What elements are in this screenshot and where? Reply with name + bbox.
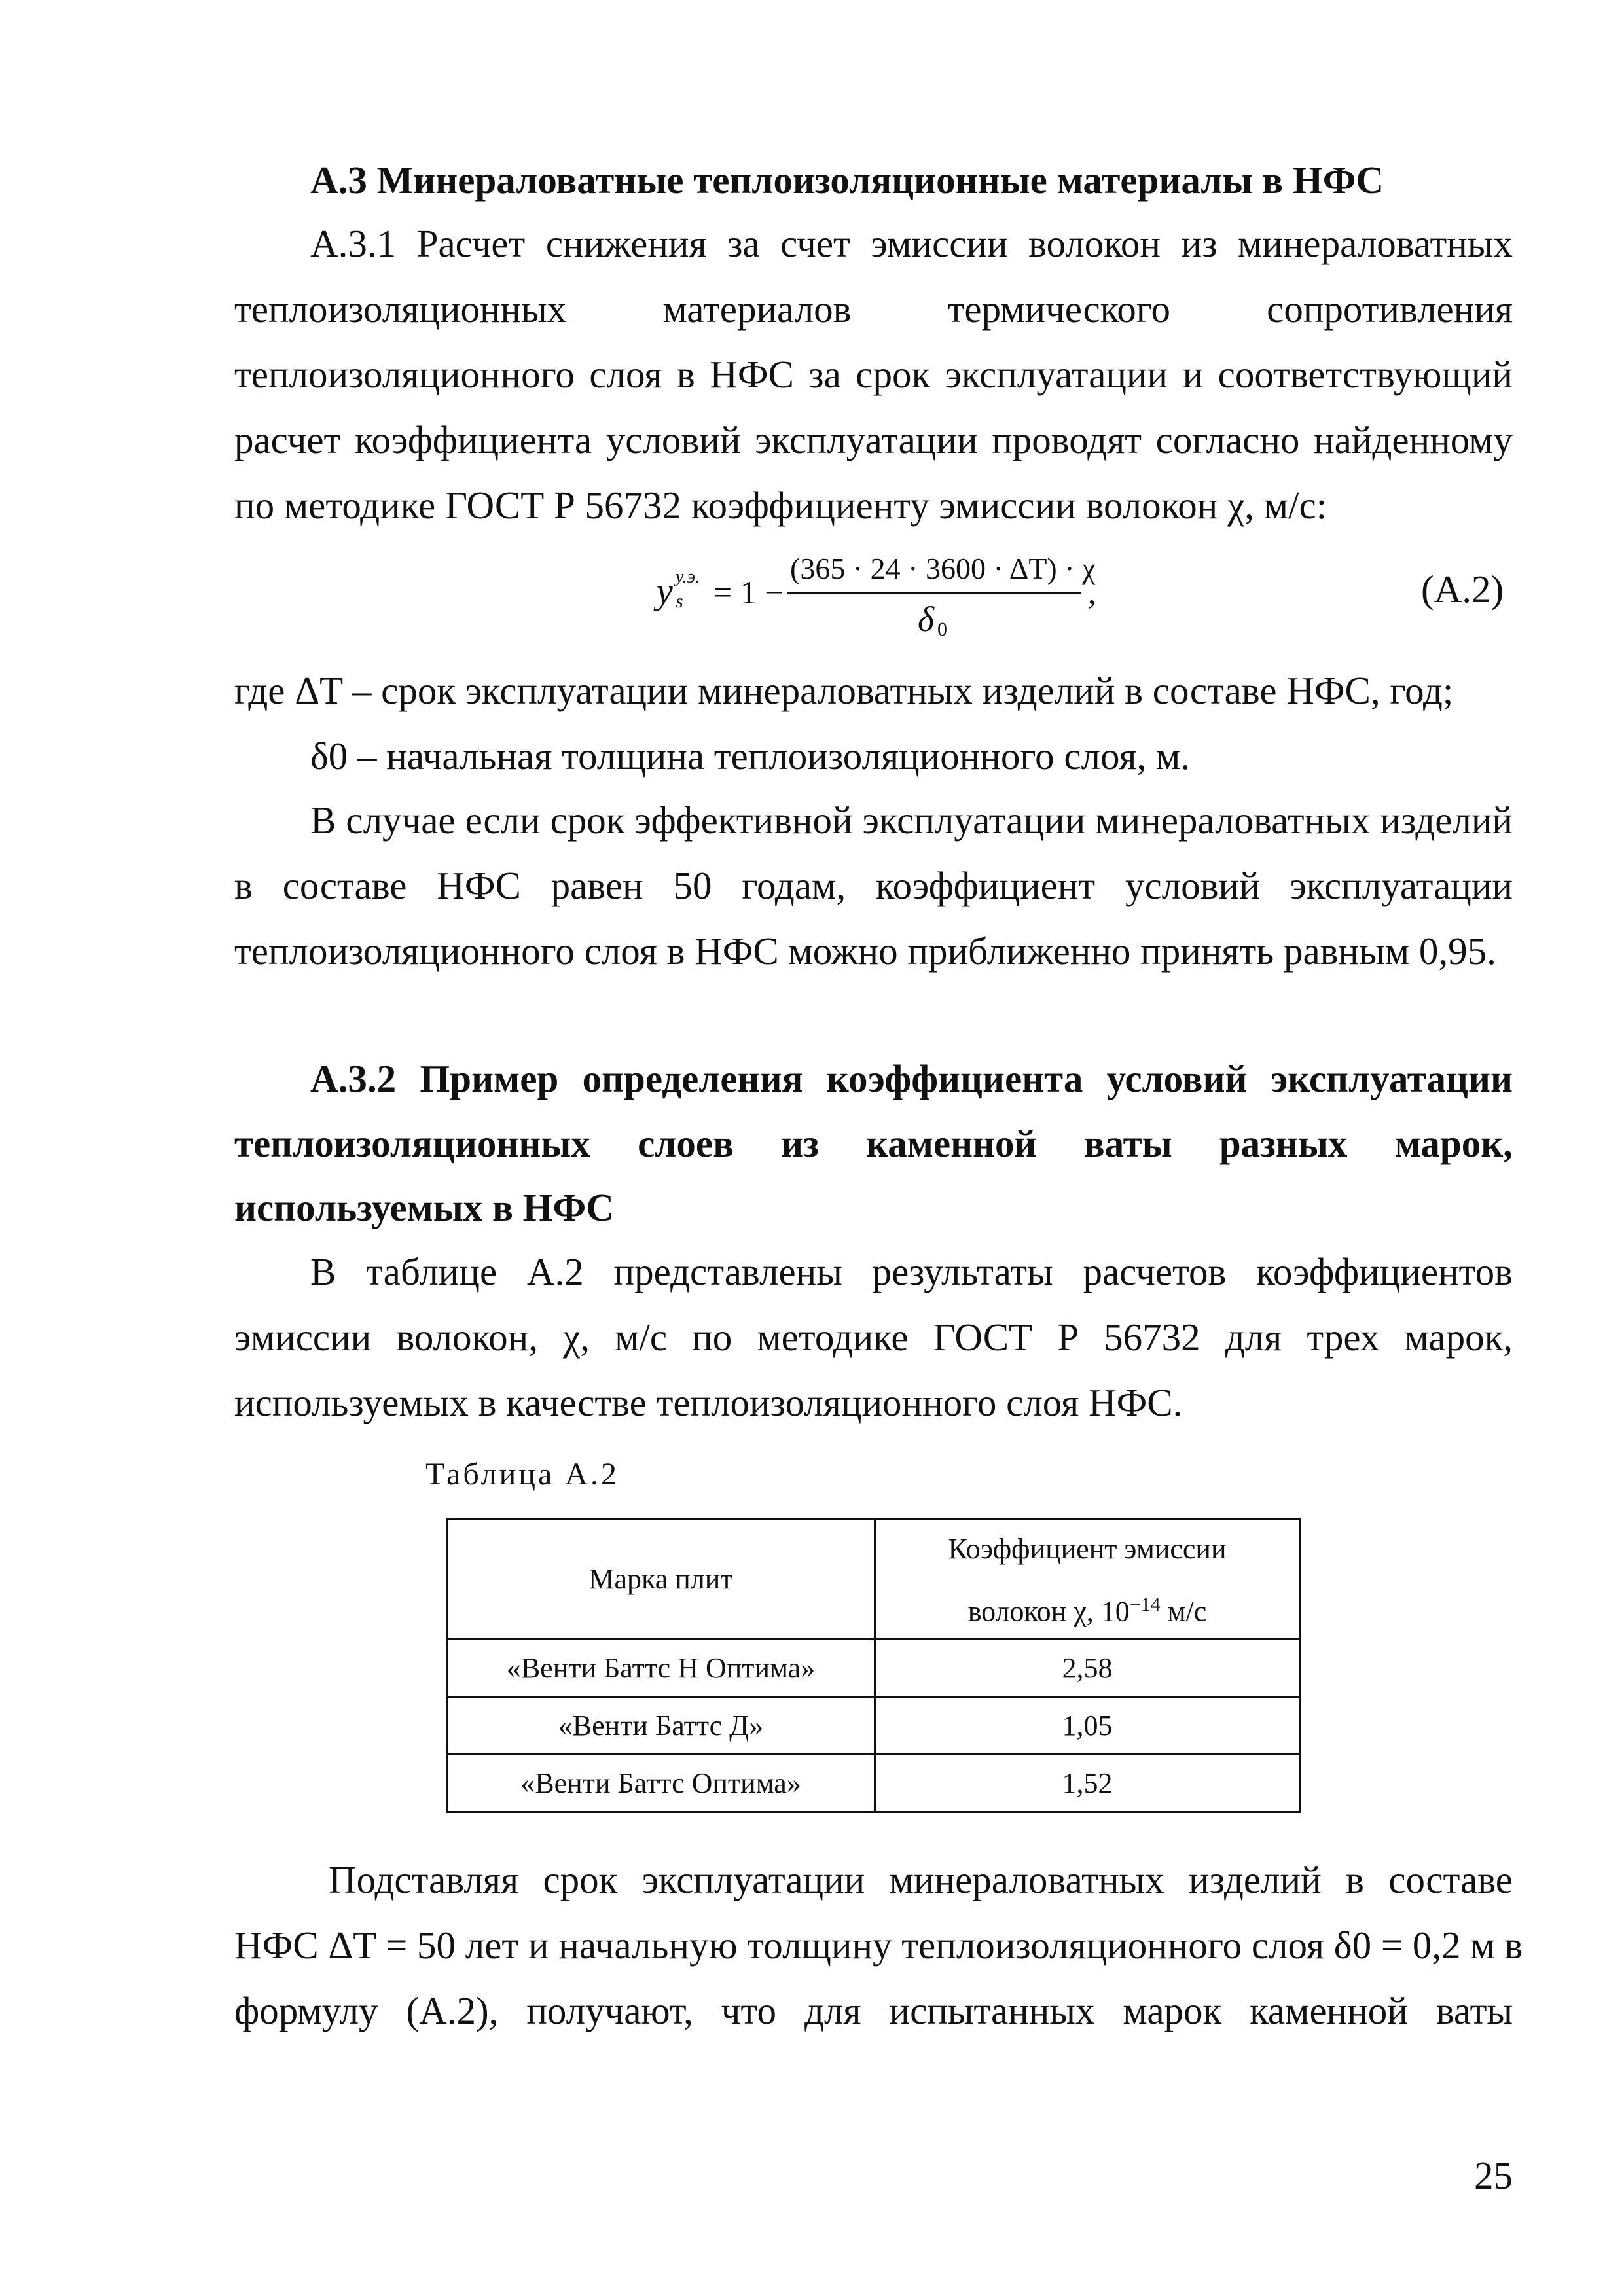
header-emission-label: волокон χ, 10 [967, 1595, 1130, 1628]
formula-lhs-sup: у.э. [676, 567, 700, 587]
formula-lhs-sub: s [676, 590, 683, 612]
where-delta-0: δ0 – начальная толщина теплоизоляционного слоя, м. [310, 734, 1191, 778]
text-line: используемых в качестве теплоизоляционного слоя НФС. [234, 1381, 1183, 1424]
table-a2 [446, 1518, 1301, 1813]
cell-value: 1,05 [875, 1696, 1300, 1754]
cell-value: 1,52 [875, 1754, 1300, 1812]
table-caption: Таблица А.2 [425, 1457, 619, 1492]
text-line: эмиссии волокон, χ, м/с по методике ГОСТ Р 56732 для трех марок, [234, 1316, 1513, 1359]
header-brand: Марка плит [447, 1519, 875, 1640]
where-delta-t: где ΔT – срок эксплуатации минераловатных изделий в составе НФС, год; [234, 669, 1454, 712]
cell-brand: «Венти Баттс Оптима» [447, 1754, 875, 1812]
formula-denominator-sub: 0 [937, 619, 947, 640]
text-line: теплоизоляционного слоя в НФС можно приближенно принять равным 0,95. [234, 929, 1496, 973]
text-line: формулу (А.2), получают, что для испытанных марок каменной ваты [234, 1989, 1513, 2032]
text-line: по методике ГОСТ Р 56732 коэффициенту эмиссии волокон χ, м/с: [234, 484, 1327, 527]
header-emission [875, 1519, 1300, 1640]
heading-line: теплоизоляционных слоев из каменной ваты разных марок, [234, 1122, 1513, 1165]
text-line: Подставляя срок эксплуатации минераловатных изделий в составе [329, 1858, 1513, 1901]
table-header-row [447, 1519, 1300, 1640]
header-emission-line2 [876, 1579, 1299, 1638]
page-number: 25 [1474, 2154, 1513, 2197]
formula-lhs-var: y [657, 571, 673, 612]
text-line: В случае если срок эффективной эксплуатации минераловатных изделий [310, 798, 1513, 842]
text-line: теплоизоляционных материалов термического сопротивления [234, 287, 1513, 331]
text-line: В таблице А.2 представлены результаты расчетов коэффициентов [310, 1250, 1513, 1293]
formula-number: (А.2) [1421, 567, 1504, 611]
formula-denominator: δ [918, 600, 935, 639]
cell-brand: «Венти Баттс Н Оптима» [447, 1639, 875, 1696]
cell-value: 2,58 [875, 1639, 1300, 1696]
table-row [447, 1754, 1300, 1812]
header-emission-exp: −14 [1129, 1594, 1161, 1615]
formula-numerator: (365 · 24 · 3600 · ΔT) · χ [790, 552, 1096, 585]
heading-line: используемых в НФС [234, 1186, 614, 1229]
text-line: НФС ΔT = 50 лет и начальную толщину теплоизоляционного слоя δ0 = 0,2 м в [234, 1924, 1523, 1967]
table-row [447, 1696, 1300, 1754]
section-heading-a3: А.3 Минераловатные теплоизоляционные материалы в НФС [310, 158, 1384, 202]
cell-brand: «Венти Баттс Д» [447, 1696, 875, 1754]
text-line: в составе НФС равен 50 годам, коэффициент условий эксплуатации [234, 864, 1513, 907]
text-line: теплоизоляционного слоя в НФС за срок эксплуатации и соответствующий [234, 353, 1513, 396]
formula-a2 [0, 0, 1624, 655]
table-row [447, 1639, 1300, 1696]
header-emission-unit: м/с [1160, 1595, 1207, 1628]
formula-equals: = 1 − [713, 574, 784, 611]
header-emission-line1: Коэффициент эмиссии [948, 1533, 1227, 1565]
formula-comma: , [1088, 574, 1096, 611]
text-line: А.3.1 Расчет снижения за счет эмиссии волокон из минераловатных [310, 222, 1513, 265]
text-line: расчет коэффициента условий эксплуатации проводят согласно найденному [234, 418, 1513, 461]
heading-line: А.3.2 Пример определения коэффициента условий эксплуатации [310, 1057, 1513, 1100]
fraction-bar [787, 592, 1081, 594]
